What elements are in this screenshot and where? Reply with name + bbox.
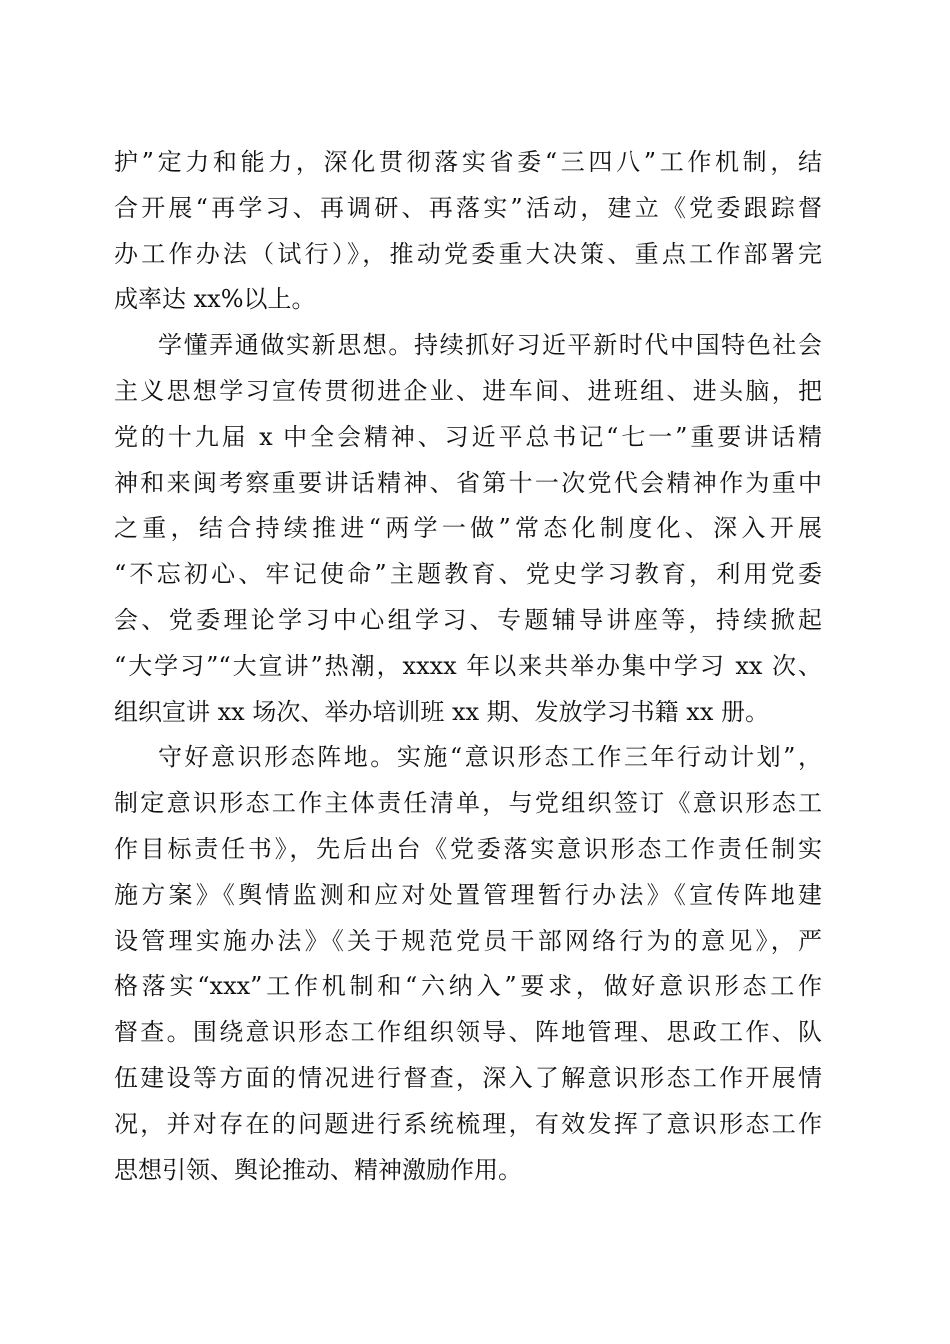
paragraph-1-line-2: 合开展“再学习、再调研、再落实”活动，建立《党委跟踪督 — [114, 193, 822, 222]
paragraph-2-line-8: “大学习”“大宣讲”热潮，xxxx 年以来共举办集中学习 xx 次、 — [114, 651, 822, 680]
paragraph-2-line-4: 神和来闽考察重要讲话精神、省第十一次党代会精神作为重中 — [114, 468, 822, 497]
paragraph-2-line-2: 主义思想学习宣传贯彻进企业、进车间、进班组、进头脑，把 — [114, 376, 822, 405]
paragraph-2-line-1: 学懂弄通做实新思想。持续抓好习近平新时代中国特色社会 — [158, 331, 822, 360]
document-body — [114, 140, 822, 1193]
paragraph-3-line-7: 督查。围绕意识形态工作组织领导、阵地管理、思政工作、队 — [114, 1018, 822, 1047]
paragraph-2-line-7: 会、党委理论学习中心组学习、专题辅导讲座等，持续掀起 — [114, 605, 822, 634]
paragraph-3-line-10: 思想引领、舆论推动、精神激励作用。 — [114, 1155, 522, 1184]
paragraph-3-line-4: 施方案》《舆情监测和应对处置管理暂行办法》《宣传阵地建 — [114, 880, 822, 909]
paragraph-1-line-3: 办工作办法（试行）》，推动党委重大决策、重点工作部署完 — [114, 239, 822, 268]
paragraph-3-line-9: 况，并对存在的问题进行系统梳理，有效发挥了意识形态工作 — [114, 1109, 822, 1138]
paragraph-3-line-1: 守好意识形态阵地。实施“意识形态工作三年行动计划”， — [158, 743, 822, 772]
paragraph-3-line-8: 伍建设等方面的情况进行督查，深入了解意识形态工作开展情 — [114, 1063, 822, 1092]
paragraph-2-line-5: 之重，结合持续推进“两学一做”常态化制度化、深入开展 — [114, 514, 822, 543]
paragraph-3-line-6: 格落实“xxx”工作机制和“六纳入”要求，做好意识形态工作 — [114, 972, 822, 1001]
paragraph-3-line-5: 设管理实施办法》《关于规范党员干部网络行为的意见》，严 — [114, 926, 822, 955]
paragraph-1-line-4: 成率达 xx%以上。 — [114, 285, 316, 314]
paragraph-1-line-1: 护”定力和能力，深化贯彻落实省委“三四八”工作机制，结 — [114, 148, 822, 176]
paragraph-2-line-3: 党的十九届 x 中全会精神、习近平总书记“七一”重要讲话精 — [114, 422, 822, 451]
paragraph-3-line-2: 制定意识形态工作主体责任清单，与党组织签订《意识形态工 — [114, 789, 822, 818]
paragraph-3-line-3: 作目标责任书》，先后出台《党委落实意识形态工作责任制实 — [114, 834, 822, 863]
paragraph-2-line-6: “不忘初心、牢记使命”主题教育、党史学习教育，利用党委 — [114, 560, 822, 589]
paragraph-2-line-9: 组织宣讲 xx 场次、举办培训班 xx 期、发放学习书籍 xx 册。 — [114, 697, 769, 726]
